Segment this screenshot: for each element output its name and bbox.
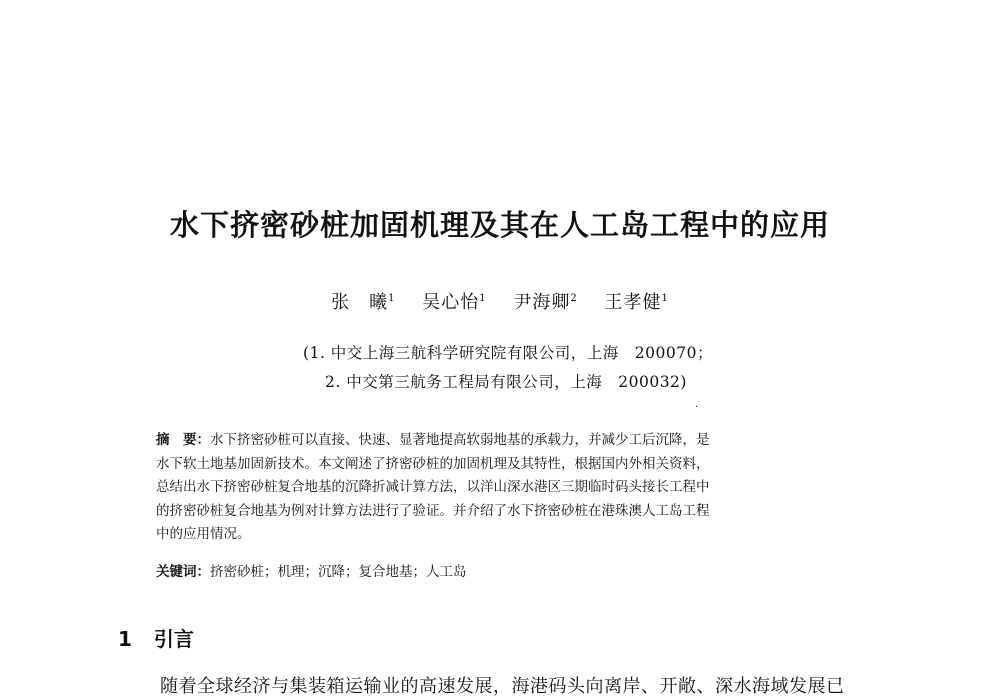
author-name: 吴心怡 — [422, 292, 480, 313]
section-title: 引言 — [153, 627, 194, 651]
body-paragraph-line: 随着全球经济与集装箱运输业的高速发展，海港码头向离岸、开敞、深水海域发展已 — [160, 676, 845, 697]
section-number: 1 — [118, 627, 132, 651]
author-affiliation-mark: 2 — [570, 293, 578, 304]
author-name: 王孝健 — [604, 292, 662, 313]
paper-title: 水下挤密砂桩加固机理及其在人工岛工程中的应用 — [169, 208, 830, 242]
author-affiliation-mark: 1 — [479, 293, 487, 304]
section-heading — [118, 623, 194, 652]
author-affiliation-mark: 1 — [388, 293, 396, 304]
abstract — [156, 429, 860, 547]
author — [513, 292, 577, 313]
stray-mark: · — [695, 402, 699, 413]
author-list — [0, 288, 1000, 314]
keywords — [156, 560, 467, 580]
abstract-text: 水下挤密砂桩可以直接、快速、显著地提高软弱地基的承载力，并减少工后沉降，是 — [210, 432, 710, 448]
keywords-label: 关键词： — [156, 564, 210, 580]
author-name: 张 曦 — [331, 292, 389, 313]
author — [331, 292, 395, 313]
abstract-line — [156, 429, 860, 453]
author — [604, 292, 668, 313]
abstract-line: 水下软土地基加固新技术。本文阐述了挤密砂桩的加固机理及其特性，根据国内外相关资料， — [156, 455, 710, 472]
keywords-text: 挤密砂桩；机理；沉降；复合地基；人工岛 — [210, 564, 467, 580]
abstract-line: 的挤密砂桩复合地基为例对计算方法进行了验证。并介绍了水下挤密砂桩在港珠澳人工岛工程 — [156, 502, 710, 519]
abstract-line: 总结出水下挤密砂桩复合地基的沉降折减计算方法，以洋山深水港区三期临时码头接长工程中 — [156, 479, 710, 495]
author — [422, 292, 486, 313]
abstract-label: 摘 要： — [156, 432, 210, 448]
author-affiliation-mark: 1 — [661, 293, 669, 304]
affiliation-line-1: (1. 中交上海三航科学研究院有限公司，上海 200070； — [303, 344, 713, 362]
author-name: 尹海卿 — [513, 292, 571, 313]
abstract-line: 中的应用情况。 — [156, 526, 251, 542]
affiliation-line-2: 2. 中交第三航务工程局有限公司，上海 200032) — [325, 373, 687, 391]
